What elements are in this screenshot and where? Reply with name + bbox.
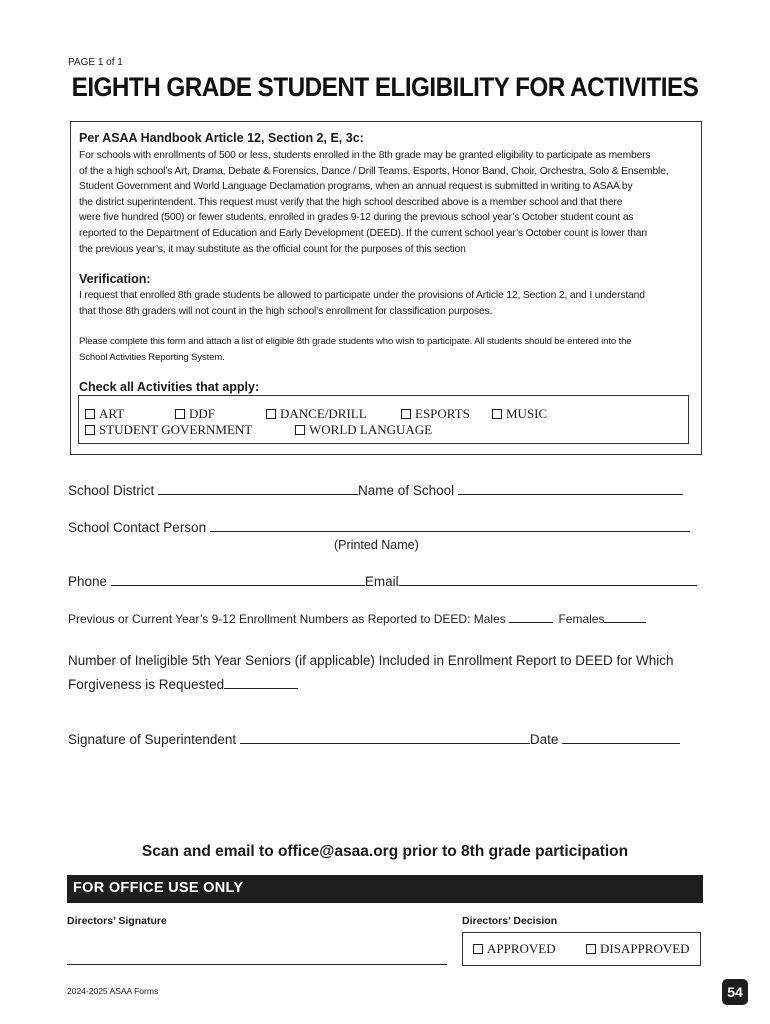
checkbox-square-icon — [175, 409, 185, 419]
page-number-badge: 54 — [722, 979, 748, 1005]
footer-form-year: 2024-2025 ASAA Forms — [67, 986, 159, 996]
email-label: Email — [364, 574, 399, 589]
handbook-line: reported to the Department of Education and Early Development (DEED). If the current school year’s October count is lower than — [79, 227, 647, 239]
ineligible-seniors-field[interactable] — [224, 677, 298, 689]
school-name-label: Name of School — [358, 483, 455, 498]
directors-signature-field[interactable] — [67, 964, 447, 965]
phone-email-row — [68, 574, 697, 589]
instruction-line: Please complete this form and attach a list of eligible 8th grade students who wish to participate. All students should be entered into the — [79, 336, 632, 347]
females-label: Females — [558, 612, 605, 626]
instruction-text — [79, 334, 697, 365]
handbook-line: were five hundred (500) or fewer students, enrolled in grades 9-12 during the previous school year’s October student count as — [79, 212, 634, 224]
disapproved-checkbox[interactable]: DISAPPROVED — [586, 941, 690, 957]
checkbox-square-icon — [85, 409, 95, 419]
approved-checkbox[interactable]: APPROVED — [473, 941, 556, 957]
checkbox-square-icon — [85, 425, 95, 435]
signature-row — [68, 732, 680, 747]
activity-world-language-checkbox[interactable]: WORLD LANGUAGE — [295, 422, 432, 438]
office-use-bar: FOR OFFICE USE ONLY — [67, 875, 703, 903]
males-label: Males — [473, 612, 506, 626]
ineligible-seniors-line1: Number of Ineligible 5th Year Seniors (if applicable) Included in Enrollment Report to DEED for Which — [68, 653, 674, 668]
activity-esports-checkbox[interactable]: ESPORTS — [401, 406, 470, 422]
checkbox-square-icon — [266, 409, 276, 419]
enrollment-label: Previous or Current Year’s 9-12 Enrollment Numbers as Reported to DEED: — [68, 612, 471, 626]
checkbox-square-icon — [473, 944, 483, 954]
forgiveness-label: Forgiveness is Requested — [68, 677, 225, 692]
handbook-line: the previous year’s, it may substitute as the official count for the purposes of this section — [79, 243, 466, 255]
activities-heading: Check all Activities that apply: — [79, 380, 260, 394]
phone-field[interactable] — [111, 574, 365, 586]
school-district-label: School District — [68, 483, 155, 498]
printed-name-caption: (Printed Name) — [334, 538, 419, 552]
school-district-row — [68, 483, 683, 498]
handbook-text — [79, 148, 697, 257]
directors-decision-label: Directors’ Decision — [462, 915, 558, 927]
handbook-line: Student Government and World Language Declamation programs, when an annual request is submitted in writing to ASAA by — [79, 181, 633, 193]
date-label: Date — [529, 732, 559, 747]
scan-email-instruction: Scan and email to office@asaa.org prior to 8th grade participation — [141, 843, 629, 860]
handbook-heading: Per ASAA Handbook Article 12, Section 2, E, 3c: — [79, 131, 364, 145]
directors-signature-label: Directors’ Signature — [67, 915, 167, 927]
ineligible-seniors-row — [68, 677, 298, 692]
handbook-line: the district superintendent. This request must verify that the high school described above is a member school and that there — [79, 196, 623, 208]
school-name-field[interactable] — [458, 483, 683, 495]
date-field[interactable] — [562, 732, 680, 744]
email-field[interactable] — [399, 574, 697, 586]
page-title: EIGHTH GRADE STUDENT ELIGIBILITY FOR ACTIVITIES — [71, 72, 699, 102]
checkbox-square-icon — [492, 409, 502, 419]
verification-heading: Verification: — [79, 272, 151, 286]
page-indicator: PAGE 1 of 1 — [68, 57, 123, 68]
checkbox-square-icon — [401, 409, 411, 419]
activity-art-checkbox[interactable]: ART — [85, 406, 124, 422]
superintendent-signature-field[interactable] — [240, 732, 530, 744]
handbook-line: For schools with enrollments of 500 or less, students enrolled in the 8th grade may be granted eligibility to participate as members — [79, 150, 651, 161]
activity-music-checkbox[interactable]: MUSIC — [492, 406, 547, 422]
contact-row — [68, 520, 690, 535]
phone-label: Phone — [68, 574, 108, 589]
contact-person-field[interactable] — [210, 520, 690, 532]
enrollment-row — [68, 611, 646, 626]
verification-text — [79, 288, 697, 319]
checkbox-square-icon — [295, 425, 305, 435]
verification-line: that those 8th graders will not count in the high school’s enrollment for classification purposes. — [79, 305, 493, 317]
activity-ddf-checkbox[interactable]: DDF — [175, 406, 215, 422]
handbook-line: of the a high school’s Art, Drama, Debate & Forensics, Dance / Drill Teams, Esports, Honor Band, Choir, Orchestra, Solo & Ensemble, — [79, 165, 669, 177]
verification-line: I request that enrolled 8th grade students be allowed to participate under the provisions of Article 12, Section 2, and I understand — [79, 290, 645, 301]
activity-student-government-checkbox[interactable]: STUDENT GOVERNMENT — [85, 422, 252, 438]
superintendent-signature-label: Signature of Superintendent — [68, 732, 237, 747]
school-district-field[interactable] — [158, 483, 358, 495]
activity-dance-drill-checkbox[interactable]: DANCE/DRILL — [266, 406, 367, 422]
males-field[interactable] — [509, 611, 553, 623]
females-field[interactable] — [604, 611, 646, 623]
checkbox-square-icon — [586, 944, 596, 954]
instruction-line: School Activities Reporting System. — [79, 351, 225, 363]
contact-person-label: School Contact Person — [68, 520, 207, 535]
